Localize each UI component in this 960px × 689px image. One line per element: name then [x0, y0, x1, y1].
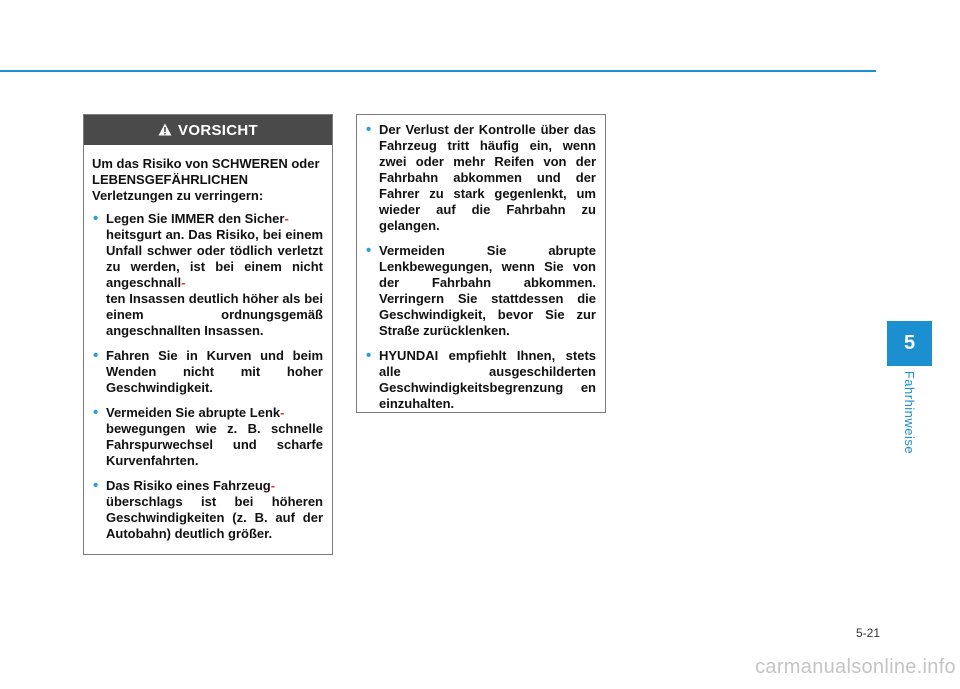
caution-content: [84, 145, 332, 542]
caution-header: [84, 115, 332, 145]
chapter-label: Fahrhinweise: [902, 370, 918, 455]
caution-bullet-rollover: • Das Risiko eines Fahrzeug- überschlags ist bei höheren Geschwindigkeiten (z. B. auf der Autobahn) deutlich größer.: [92, 478, 323, 542]
continued-bullet-abrupt-steering: • Vermeiden Sie abrupte Lenkbewegungen, wenn Sie von der Fahrbahn abkommen. Verringern Sie stattdessen die Geschwindigkeit, bevor Sie zur Straße zurücklenken.: [365, 243, 596, 339]
continued-content: [357, 115, 605, 412]
continued-bullet-speed-limits: • HYUNDAI empfiehlt Ihnen, stets alle ausgeschilderten Geschwindigkeitsbegrenzung en einzuhalten.: [365, 348, 596, 412]
page-number: 5-21: [855, 626, 880, 640]
chapter-number-tab: 5: [887, 321, 932, 366]
warning-triangle-icon: [158, 123, 172, 136]
caution-title: VORSICHT: [178, 121, 258, 139]
continued-bullet-control-loss: • Der Verlust der Kontrolle über das Fahrzeug tritt häufig ein, wenn zwei oder mehr Reifen von der Fahrbahn abkommen und der Fahrer zu stark gegenlenkt, um wieder auf die Fahrbahn zu gelangen.: [365, 122, 596, 234]
caution-continued-box: [356, 114, 606, 413]
caution-bullet-seatbelt: • Legen Sie IMMER den Sicher- heitsgurt an. Das Risiko, bei einem Unfall schwer oder tödlich verletzt zu werden, ist bei einem nicht angeschnall- ten Insassen deutlich höher als bei einem ordnungsgemäß angeschnallten Insassen.: [92, 211, 323, 339]
top-divider-line: [0, 70, 876, 72]
continued-bullet-list: [365, 122, 596, 412]
caution-intro: Um das Risiko von SCHWEREN oder LEBENSGEFÄHRLICHEN Verletzungen zu verringern:: [92, 156, 320, 203]
caution-bullet-list: [92, 211, 323, 542]
caution-bullet-steering: • Vermeiden Sie abrupte Lenk- bewegungen wie z. B. schnelle Fahrspurwechsel und scharfe Kurvenfahrten.: [92, 405, 323, 469]
caution-bullet-curves: • Fahren Sie in Kurven und beim Wenden nicht mit hoher Geschwindigkeit.: [92, 348, 323, 396]
caution-box: [83, 114, 333, 555]
watermark: carmanualsonline.info: [755, 656, 956, 678]
